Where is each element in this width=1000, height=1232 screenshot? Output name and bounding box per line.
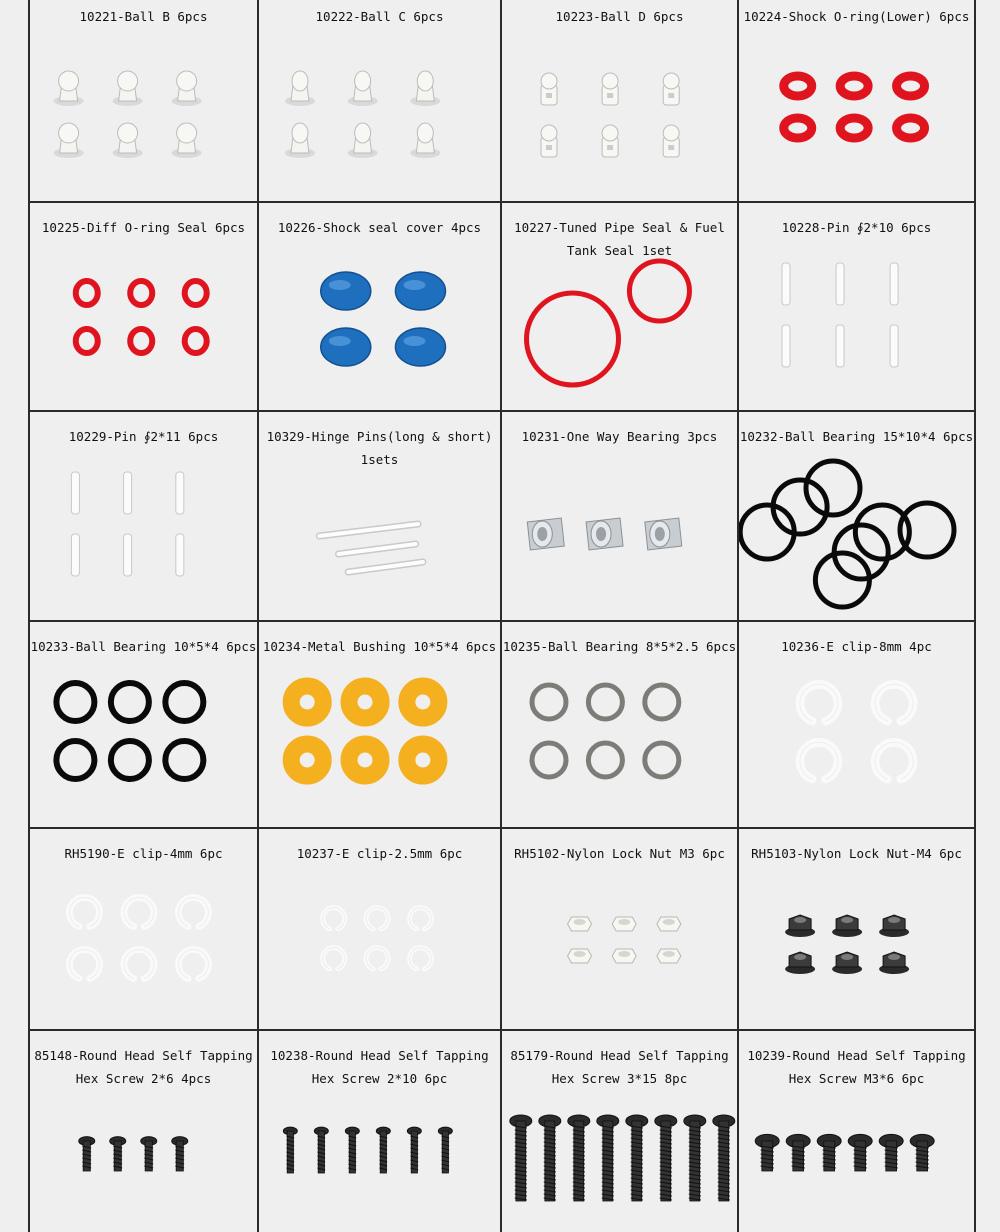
screw-icon: [786, 1134, 810, 1171]
nylon-nut-icon: [657, 949, 681, 963]
ring-icon: [111, 683, 149, 721]
part-cell: [30, 0, 257, 201]
red-oring-icon: [130, 329, 152, 353]
pin-icon: [836, 325, 844, 367]
ball-end-icon: [602, 73, 618, 105]
red-oring-icon: [784, 118, 812, 138]
ring-icon: [588, 685, 622, 719]
red-oring-thick-icon: [739, 0, 974, 201]
ball-stud-icon: [259, 0, 500, 201]
ring-icon: [291, 744, 323, 776]
ring-icon: [407, 744, 439, 776]
pin-icon: [782, 325, 790, 367]
part-cell: [30, 203, 257, 410]
ring-icon: [165, 683, 203, 721]
part-cell: [502, 203, 737, 410]
e-clip-icon: [366, 908, 388, 929]
ball-stud-icon: [113, 123, 143, 158]
nylon-nut-icon: [612, 917, 636, 931]
ball-end-icon: [541, 73, 557, 105]
ball-end-icon: [502, 0, 737, 201]
e-clip-icon: [409, 948, 431, 969]
part-cell: [30, 622, 257, 827]
ring-icon: [111, 741, 149, 779]
pin-icon: [890, 325, 898, 367]
ball-bearing-icon: [806, 461, 860, 515]
screw-icon: [407, 1127, 421, 1173]
e-clip-icon: [323, 908, 345, 929]
pin-icon: [71, 534, 79, 576]
part-cell: [30, 829, 257, 1029]
ring-icon: [645, 743, 679, 777]
screw-icon: [879, 1134, 903, 1171]
red-oring-icon: [784, 76, 812, 96]
e-clip-icon: [69, 897, 99, 926]
screw-icon: [79, 1137, 95, 1171]
one-way-bearing-icon: [527, 518, 564, 550]
part-title: 85148-Round Head Self Tapping Hex Screw 2*6 4pcs: [34, 1048, 253, 1086]
part-cell: [739, 0, 974, 201]
part-cell: [259, 412, 500, 620]
red-large-ring-icon: [527, 293, 619, 385]
nylon-nut-icon: [657, 917, 681, 931]
part-title: 10237-E clip-2.5mm 6pc: [296, 846, 463, 861]
screw-icon: [568, 1115, 590, 1201]
ring-icon: [532, 743, 566, 777]
pin-icon: [71, 472, 79, 514]
part-cell: [259, 622, 500, 827]
part-cell: [739, 203, 974, 410]
part-title: 10223-Ball D 6pcs: [555, 9, 684, 24]
ball-stud-icon: [348, 123, 378, 158]
flange-nut-icon: [785, 952, 815, 974]
part-cell: [502, 622, 737, 827]
part-cell: [739, 412, 974, 620]
part-title: 10226-Shock seal cover 4pcs: [277, 220, 482, 235]
screw-icon: [655, 1115, 677, 1201]
part-cell: [502, 1031, 737, 1232]
ball-stud-icon: [54, 123, 84, 158]
red-oring-icon: [185, 329, 207, 353]
screw-icon: [755, 1134, 779, 1171]
pin-icon: [782, 263, 790, 305]
screw-icon: [684, 1115, 706, 1201]
flange-nut-icon: [832, 915, 862, 937]
part-title: 10238-Round Head Self Tapping Hex Screw 2*10 6pc: [270, 1048, 489, 1086]
ball-stud-icon: [285, 123, 315, 158]
ball-stud-icon: [410, 71, 440, 106]
pin-icon: [836, 263, 844, 305]
part-cell: [739, 829, 974, 1029]
red-oring-icon: [897, 118, 925, 138]
e-clip-icon: [178, 897, 208, 926]
ball-stud-icon: [30, 0, 257, 201]
part-title: 10234-Metal Bushing 10*5*4 6pcs: [262, 639, 497, 654]
screw-icon: [626, 1115, 648, 1201]
part-title: 10224-Shock O-ring(Lower) 6pcs: [743, 9, 970, 24]
ring-icon: [291, 686, 323, 718]
screw-icon: [438, 1127, 452, 1173]
part-cell: [259, 829, 500, 1029]
screw-icon: [141, 1137, 157, 1171]
blue-seal-cover-icon: [395, 272, 445, 310]
part-title: 10239-Round Head Self Tapping Hex Screw M3*6 6pc: [747, 1048, 966, 1086]
red-oring-icon: [840, 118, 868, 138]
nylon-nut-icon: [568, 949, 592, 963]
screw-icon: [283, 1127, 297, 1173]
e-clip-icon: [124, 897, 154, 926]
ball-end-icon: [663, 125, 679, 157]
blue-seal-cover-icon: [321, 328, 371, 366]
ball-stud-icon: [348, 71, 378, 106]
part-title: RH5190-E clip-4mm 6pc: [64, 846, 223, 861]
e-clip-icon: [875, 684, 913, 721]
red-oring-icon: [840, 76, 868, 96]
part-cell: [502, 829, 737, 1029]
part-cell: [502, 0, 737, 201]
screw-icon: [110, 1137, 126, 1171]
one-way-bearing-icon: [645, 518, 682, 550]
pin-icon: [124, 472, 132, 514]
screw-icon: [539, 1115, 561, 1201]
e-clip-icon: [875, 742, 913, 779]
screw-icon: [345, 1127, 359, 1173]
ball-stud-icon: [285, 71, 315, 106]
part-title: RH5103-Nylon Lock Nut-M4 6pc: [751, 846, 962, 861]
part-cell: [739, 622, 974, 827]
ball-stud-icon: [410, 123, 440, 158]
ring-icon: [56, 683, 94, 721]
part-cell: [502, 412, 737, 620]
part-cell: [739, 1031, 974, 1232]
part-title: 10329-Hinge Pins(long & short) 1sets: [266, 429, 493, 467]
part-cell: [30, 412, 257, 620]
part-title: 10235-Ball Bearing 8*5*2.5 6pcs: [502, 639, 737, 654]
e-clip-icon: [409, 908, 431, 929]
part-title: 10231-One Way Bearing 3pcs: [521, 429, 718, 444]
part-cell: [30, 1031, 257, 1232]
part-cell: [259, 1031, 500, 1232]
ball-end-icon: [602, 125, 618, 157]
ball-end-icon: [541, 125, 557, 157]
part-title: 85179-Round Head Self Tapping Hex Screw 3*15 8pc: [510, 1048, 729, 1086]
flange-nut-icon: [832, 952, 862, 974]
one-way-bearing-icon: [586, 518, 623, 550]
red-oring-icon: [897, 76, 925, 96]
nylon-nut-icon: [612, 949, 636, 963]
screw-icon: [314, 1127, 328, 1173]
red-oring-icon: [130, 281, 152, 305]
flange-nut-icon: [879, 915, 909, 937]
e-clip-icon: [323, 948, 345, 969]
flange-nut-icon: [785, 915, 815, 937]
ring-icon: [349, 744, 381, 776]
red-oring-icon: [76, 281, 98, 305]
e-clip-icon: [178, 949, 208, 978]
screw-icon: [172, 1137, 188, 1171]
pin-icon: [176, 472, 184, 514]
part-title: 10227-Tuned Pipe Seal & Fuel Tank Seal 1set: [514, 220, 725, 258]
part-cell: [259, 0, 500, 201]
ring-icon: [532, 685, 566, 719]
part-title: 10228-Pin ∮2*10 6pcs: [781, 220, 932, 235]
part-title: 10232-Ball Bearing 15*10*4 6pcs: [739, 429, 974, 444]
ring-icon: [349, 686, 381, 718]
e-clip-icon: [800, 742, 838, 779]
part-title: 10233-Ball Bearing 10*5*4 6pcs: [30, 639, 257, 654]
ball-end-icon: [663, 73, 679, 105]
screw-icon: [597, 1115, 619, 1201]
ring-icon: [165, 741, 203, 779]
nylon-nut-icon: [568, 917, 592, 931]
e-clip-icon: [124, 949, 154, 978]
pin-icon: [124, 534, 132, 576]
ball-stud-icon: [54, 71, 84, 106]
part-title: 10229-Pin ∮2*11 6pcs: [68, 429, 219, 444]
part-cell: [259, 203, 500, 410]
ring-icon: [407, 686, 439, 718]
ball-stud-icon: [113, 71, 143, 106]
blue-seal-cover-icon: [395, 328, 445, 366]
part-title: 10222-Ball C 6pcs: [315, 9, 444, 24]
e-clip-icon: [366, 948, 388, 969]
ball-stud-icon: [172, 71, 202, 106]
blue-seal-cover-icon: [321, 272, 371, 310]
ring-icon: [645, 685, 679, 719]
screw-icon: [848, 1134, 872, 1171]
ring-icon: [588, 743, 622, 777]
pin-icon: [176, 534, 184, 576]
e-clip-icon: [800, 684, 838, 721]
screw-icon: [713, 1115, 735, 1201]
screw-icon: [817, 1134, 841, 1171]
red-large-ring-icon: [629, 261, 689, 321]
e-clip-icon: [69, 949, 99, 978]
ring-icon: [56, 741, 94, 779]
part-title: 10225-Diff O-ring Seal 6pcs: [41, 220, 246, 235]
red-oring-icon: [76, 329, 98, 353]
flange-nut-icon: [879, 952, 909, 974]
screw-icon: [910, 1134, 934, 1171]
red-oring-icon: [185, 281, 207, 305]
screw-icon: [510, 1115, 532, 1201]
screw-icon: [376, 1127, 390, 1173]
pin-icon: [890, 263, 898, 305]
ball-stud-icon: [172, 123, 202, 158]
part-title: RH5102-Nylon Lock Nut M3 6pc: [514, 846, 725, 861]
part-title: 10221-Ball B 6pcs: [79, 9, 208, 24]
part-title: 10236-E clip-8mm 4pc: [781, 639, 932, 654]
